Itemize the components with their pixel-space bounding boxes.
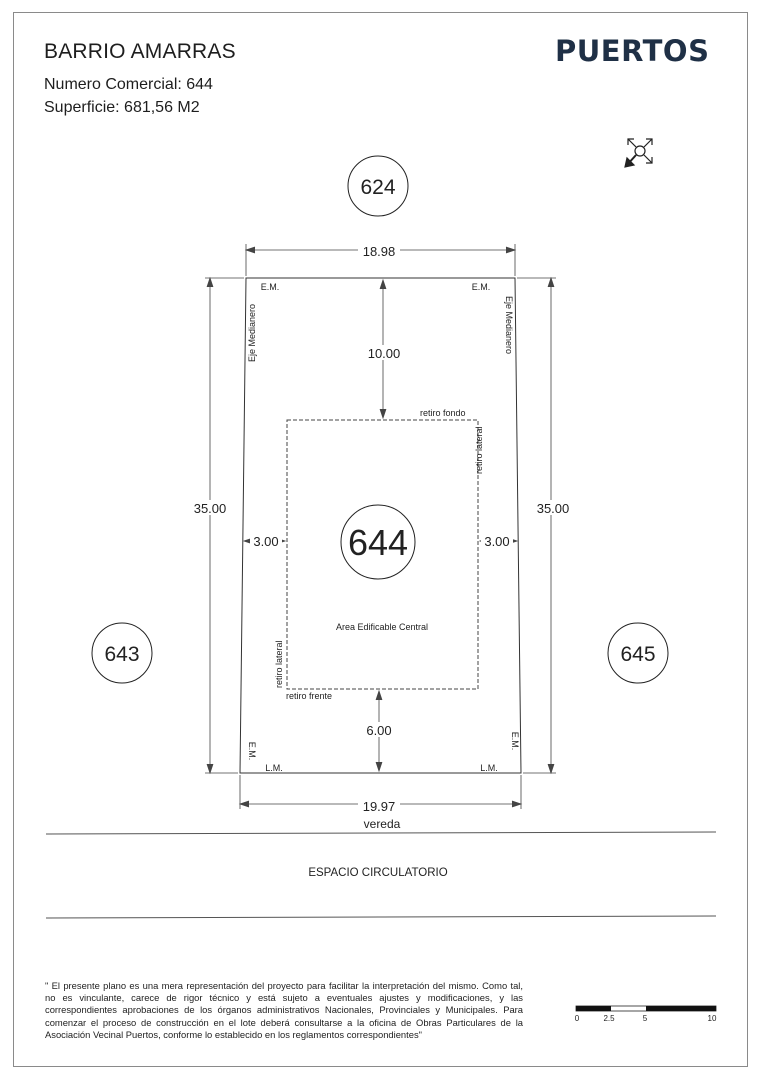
lot-643-label: 643 (104, 643, 140, 666)
em-bottom-left: E.M. (247, 741, 257, 761)
vereda-line (46, 832, 716, 834)
retiro-lateral-left-value: 3.00 (253, 534, 279, 549)
lot-624-label: 624 (360, 176, 396, 199)
bottom-width-label: 19.97 (362, 799, 396, 814)
street-edge-line (46, 916, 716, 918)
superficie: Superficie: 681,56 M2 (44, 99, 200, 116)
eje-medianero-left: Eje Medianero (247, 303, 257, 362)
scale-bar (575, 1006, 717, 1023)
north-arrow-icon (625, 139, 652, 167)
retiro-lateral-left-label: retiro lateral (274, 640, 284, 688)
left-depth-dimension (205, 278, 244, 773)
retiro-frente-value: 6.00 (366, 723, 392, 738)
lm-left: L.M. (265, 763, 283, 773)
retiro-lateral-right-value: 3.00 (484, 534, 510, 549)
em-top-left: E.M. (260, 282, 280, 292)
lot-645-marker (608, 623, 668, 683)
scale-tick-0: 0 (574, 1014, 580, 1023)
area-edificable-label: Area Edificable Central (335, 622, 429, 632)
scale-tick-5: 5 (642, 1014, 648, 1023)
retiro-lateral-right-label: retiro lateral (474, 426, 484, 474)
right-depth-dimension (517, 278, 556, 773)
em-top-right: E.M. (471, 282, 491, 292)
numero-comercial: Numero Comercial: 644 (44, 76, 213, 93)
left-depth-label: 35.00 (193, 501, 227, 516)
lot-624-marker (348, 156, 408, 216)
em-bottom-right: E.M. (510, 731, 520, 751)
eje-medianero-right: Eje Medianero (504, 296, 514, 355)
lot-644-label: 644 (347, 522, 409, 563)
right-depth-label: 35.00 (536, 501, 570, 516)
scale-tick-10: 10 (707, 1014, 717, 1023)
lot-644-marker (341, 505, 415, 579)
retiro-frente-label: retiro frente (286, 691, 333, 701)
scale-tick-2-5: 2.5 (603, 1014, 615, 1023)
lot-643-marker (92, 623, 152, 683)
disclaimer-text: " El presente plano es una mera representación del proyecto para facilitar la interpretación del mismo. Como tal, no es vinculante, carece de rigor técnico y está sujeto a eventuales ajustes y modificaciones, y las correspondientes aprobaciones de los órganos administrativos Nacionales, Provinciales y Municipales. Para comenzar el proceso de construcción en el lote deberá consultarse a la oficina de Obras Particulares de la Asociación Vecinal Puertos, conforme lo establecido en los reglamentos correspondientes" (45, 980, 523, 1040)
lm-right: L.M. (480, 763, 498, 773)
barrio-title: BARRIO AMARRAS (44, 40, 236, 63)
lot-645-label: 645 (620, 643, 656, 666)
retiro-fondo-label: retiro fondo (420, 408, 466, 418)
top-width-label: 18.98 (362, 244, 396, 259)
vereda-label: vereda (363, 817, 401, 831)
puertos-logo: PUERTOS (555, 34, 710, 68)
espacio-circulatorio-label: ESPACIO CIRCULATORIO (308, 867, 448, 879)
retiro-fondo-value: 10.00 (367, 346, 401, 361)
